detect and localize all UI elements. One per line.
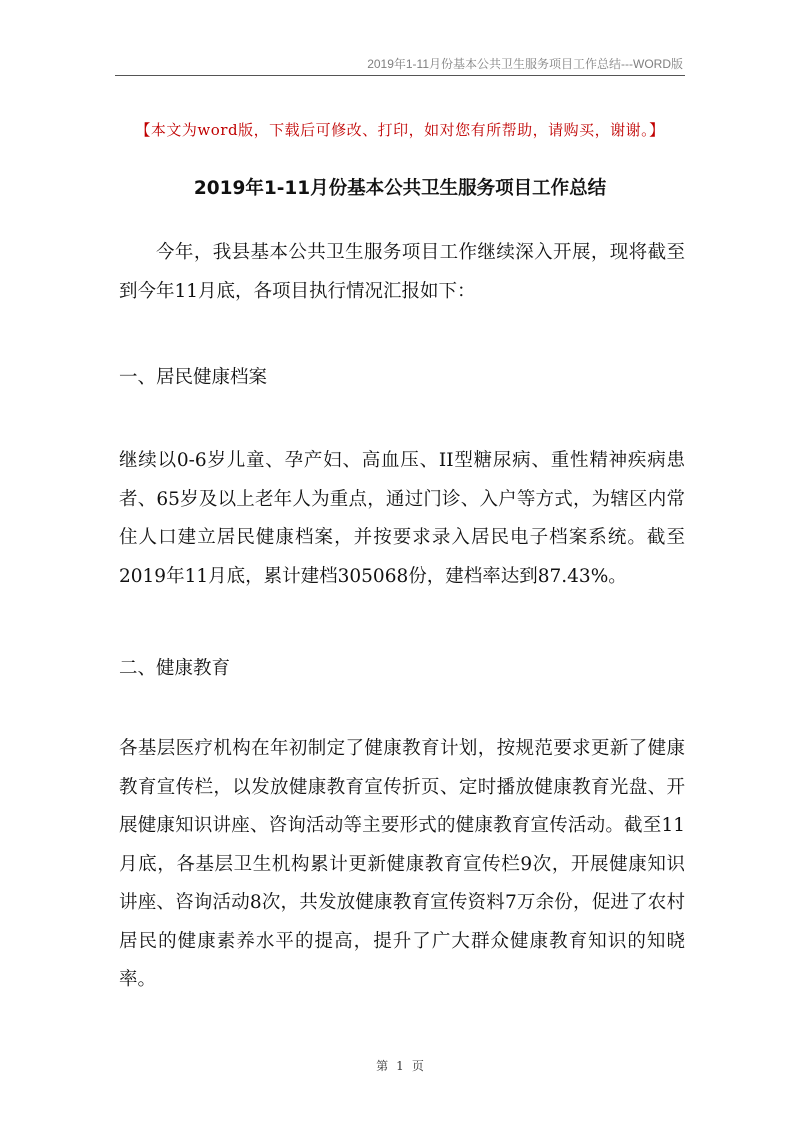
document-title: 2019年1-11月份基本公共卫生服务项目工作总结 (193, 178, 607, 199)
page-suffix: 页 (411, 1059, 424, 1073)
header-divider (115, 75, 685, 76)
section-body-health-records: 继续以0-6岁儿童、孕产妇、高血压、II型糖尿病、重性精神疾病患者、65岁及以上老年人为重点，通过门诊、入户等方式，为辖区内常住人口建立居民健康档案，并按要求录入居民电子档案系统。截至2019年11月底，累计建档305068份，建档率达到87.43%。 (119, 450, 685, 587)
page-number: 1 (396, 1059, 404, 1073)
intro-paragraph: 今年，我县基本公共卫生服务项目工作继续深入开展，现将截至到今年11月底，各项目执行情况汇报如下： (119, 242, 685, 302)
page-footer (0, 1058, 800, 1074)
purchase-notice: 【本文为word版，下载后可修改、打印，如对您有所帮助，请购买，谢谢。】 (135, 121, 665, 139)
running-header: 2019年1-11月份基本公共卫生服务项目工作总结---WORD版 (367, 57, 683, 71)
page-prefix: 第 (376, 1059, 389, 1073)
section-body-health-education: 各基层医疗机构在年初制定了健康教育计划，按规范要求更新了健康教育宣传栏，以发放健康教育宣传折页、定时播放健康教育光盘、开展健康知识讲座、咨询活动等主要形式的健康教育宣传活动。截至11月底，各基层卫生机构累计更新健康教育宣传栏9次，开展健康知识讲座、咨询活动8次，共发放健康教育宣传资料7万余份，促进了农村居民的健康素养水平的提高，提升了广大群众健康教育知识的知晓率。 (119, 738, 685, 990)
section-heading-health-education: 二、健康教育 (119, 658, 231, 679)
section-heading-health-records: 一、居民健康档案 (119, 367, 268, 388)
